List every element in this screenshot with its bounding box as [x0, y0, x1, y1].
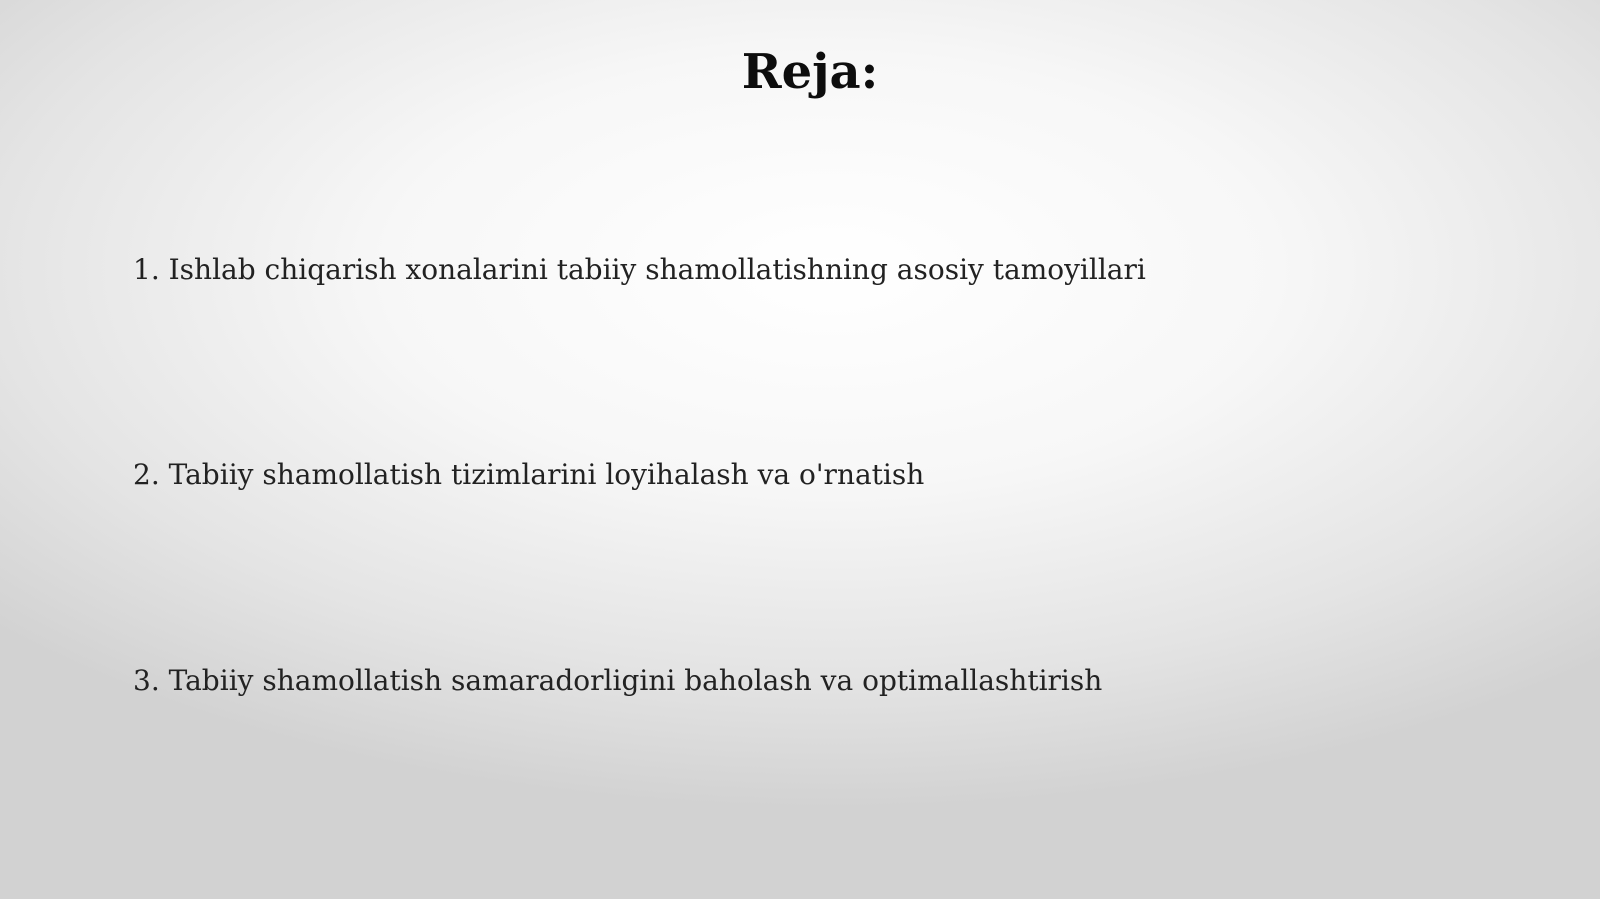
slide-title: Reja: — [741, 44, 879, 100]
plan-item-1: 1. Ishlab chiqarish xonalarini tabiiy shamollatishning asosiy tamoyillari — [133, 253, 1146, 286]
plan-item-3: 3. Tabiiy shamollatish samaradorligini baholash va optimallashtirish — [133, 664, 1103, 697]
plan-item-2: 2. Tabiiy shamollatish tizimlarini loyihalash va o'rnatish — [133, 458, 925, 491]
